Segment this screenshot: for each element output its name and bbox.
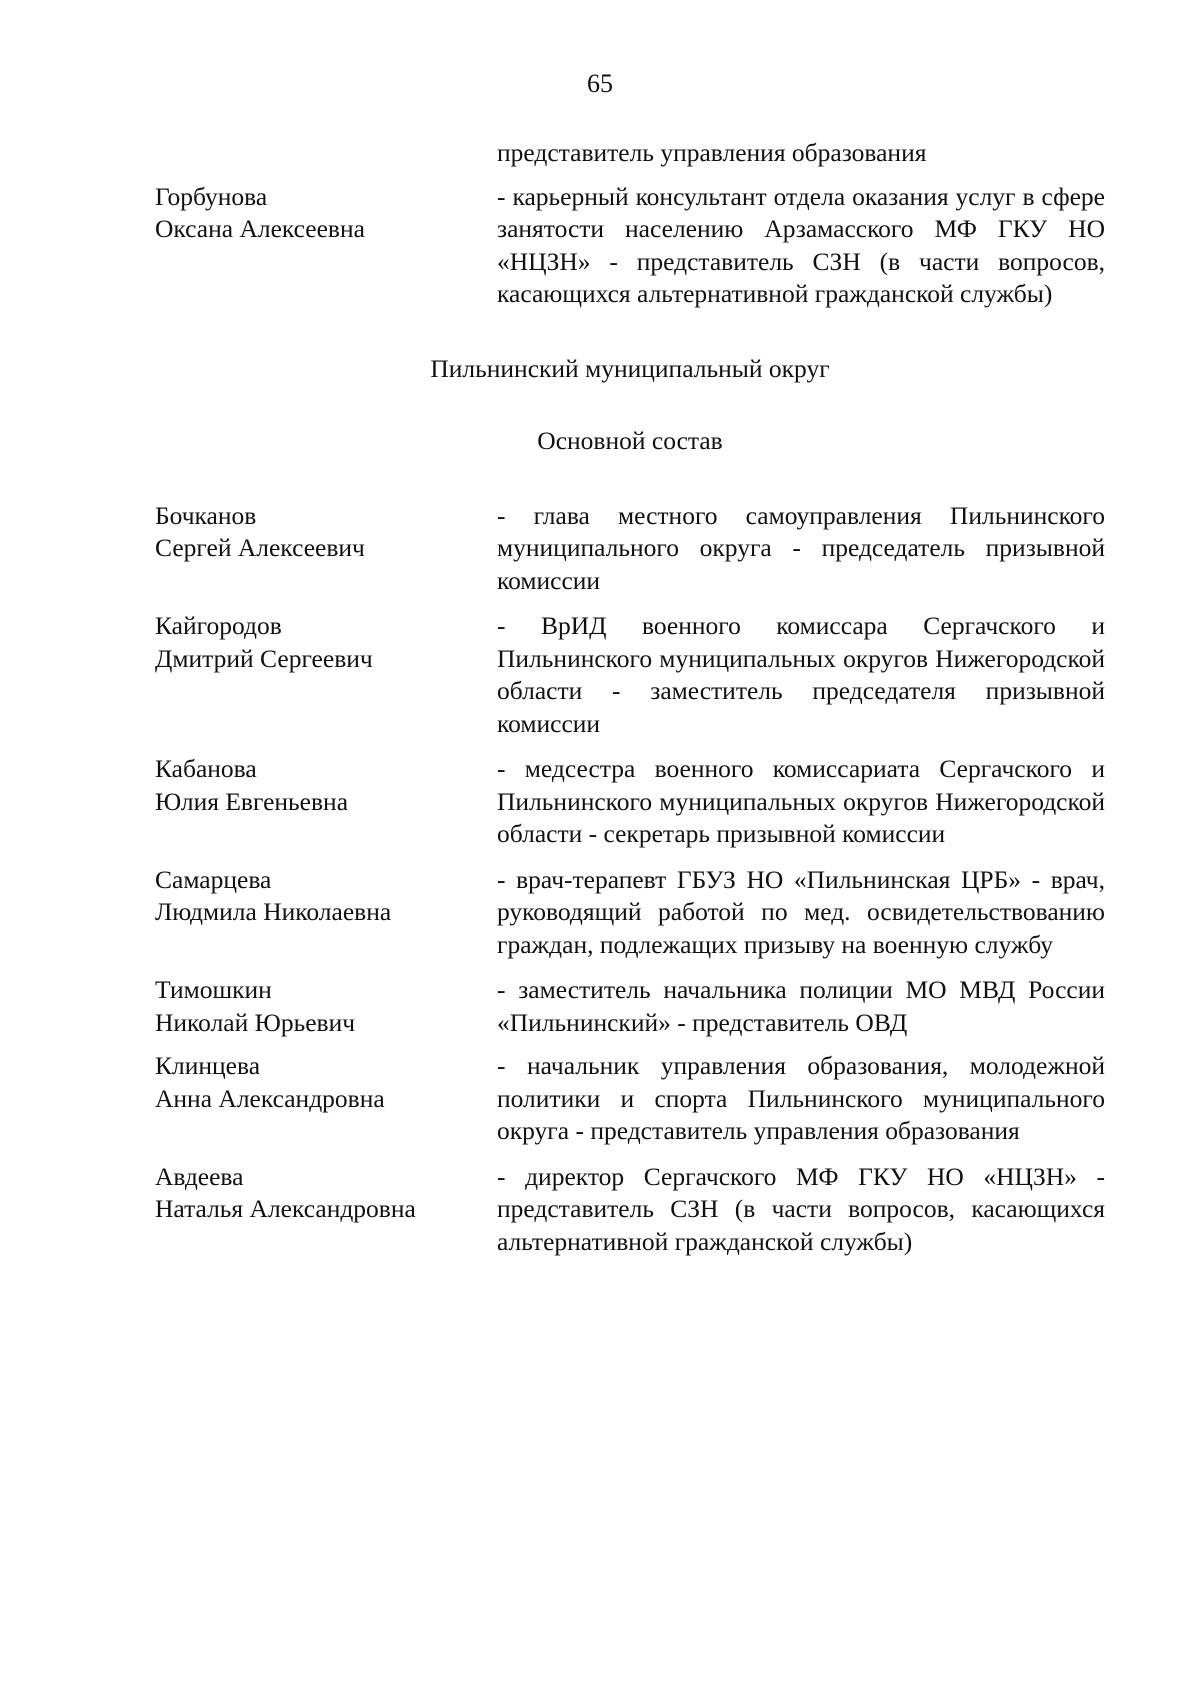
member-name: Тимошкин Николай Юрьевич (155, 975, 356, 1037)
member-description: - медсестра военного комиссариата Сергачского и Пильнинского муниципальных округов Нижегородской области - секретарь призывной комиссии (497, 754, 1105, 848)
member-entry (155, 500, 1105, 598)
member-entry (155, 610, 1105, 740)
member-name: Клинцева Анна Александровна (155, 1051, 385, 1113)
member-entry (155, 1161, 1105, 1259)
member-description: - глава местного самоуправления Пильнинского муниципального округа - председатель призывной комиссии (497, 500, 1105, 595)
member-description: - карьерный консультант отдела оказания услуг в сфере занятости населению Арзамасского МФ ГКУ НО «НЦЗН» - представитель СЗН (в части вопросов, касающихся альтернативной гражданской службы) (497, 181, 1105, 308)
section-title: Пильнинский муниципальный округ (430, 353, 830, 383)
member-description: - начальник управления образования, молодежной политики и спорта Пильнинского муниципального округа - представитель управления образования (497, 1051, 1105, 1145)
document-body (155, 137, 1105, 1258)
member-entry (155, 753, 1105, 851)
member-description: - ВрИД военного комиссара Сергачского и Пильнинского муниципальных округов Нижегородской области - заместитель председателя призывной комиссии (497, 611, 1105, 738)
member-name: Авдеева Наталья Александровна (155, 1161, 416, 1223)
member-name: Кайгородов Дмитрий Сергеевич (155, 611, 373, 673)
member-entry (155, 864, 1105, 962)
continuation-text: представитель управления образования (497, 138, 927, 167)
member-description: - заместитель начальника полиции МО МВД России «Пильнинский» - представитель ОВД (497, 975, 1105, 1037)
member-name: Кабанова Юлия Евгеньевна (155, 754, 349, 816)
member-entry (155, 1050, 1105, 1148)
member-description: - врач-терапевт ГБУЗ НО «Пильнинская ЦРБ» - врач, руководящий работой по мед. освидетельствованию граждан, подлежащих призыву на военную службу (497, 864, 1105, 959)
page-number: 65 (587, 69, 613, 98)
member-entry (155, 181, 1105, 311)
member-name: Самарцева Людмила Николаевна (155, 864, 392, 926)
subsection-title: Основной состав (537, 426, 723, 455)
member-entry (155, 974, 1105, 1039)
member-description: - директор Сергачского МФ ГКУ НО «НЦЗН» - представитель СЗН (в части вопросов, касающихся альтернативной гражданской службы) (497, 1161, 1105, 1256)
member-name: Бочканов Сергей Алексеевич (155, 500, 365, 562)
member-name: Горбунова Оксана Алексеевна (155, 181, 365, 243)
